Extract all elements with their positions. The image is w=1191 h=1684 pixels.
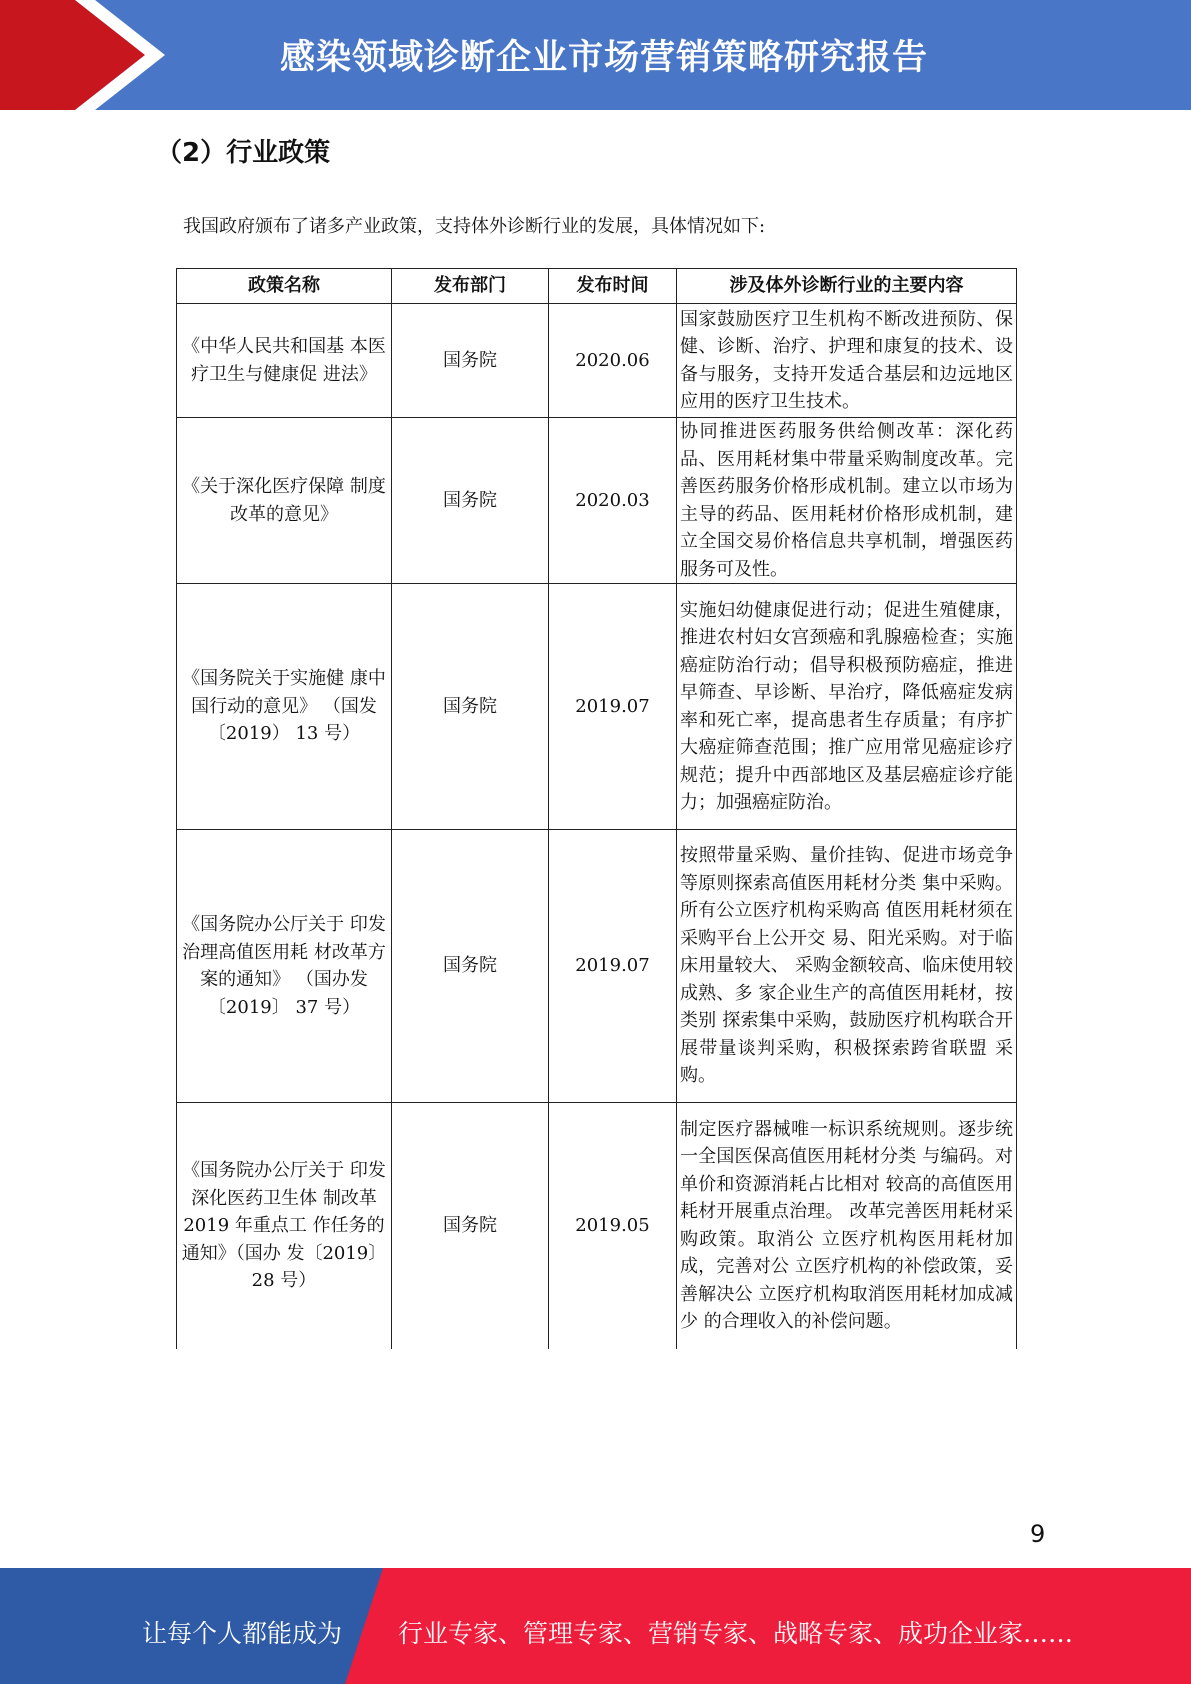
policy-date: 2020.06 bbox=[549, 304, 677, 418]
policy-date: 2019.05 bbox=[549, 1103, 677, 1349]
policy-department: 国务院 bbox=[392, 830, 549, 1103]
policy-department: 国务院 bbox=[392, 584, 549, 830]
column-header-policy-name: 政策名称 bbox=[177, 269, 392, 304]
policy-department: 国务院 bbox=[392, 418, 549, 584]
policy-name: 《国务院办公厅关于 印发治理高值医用耗 材改革方案的通知》 （国办发〔2019〕 37 号） bbox=[177, 830, 392, 1103]
policy-name: 《国务院关于实施健 康中国行动的意见》 （国发〔2019） 13 号） bbox=[177, 584, 392, 830]
policy-name: 《中华人民共和国基 本医疗卫生与健康促 进法》 bbox=[177, 304, 392, 418]
policy-content: 制定医疗器械唯一标识系统规则。逐步统一全国医保高值医用耗材分类 与编码。对单价和资源消耗占比相对 较高的高值医用耗材开展重点治理。 改革完善医用耗材采购政策。取消公 立医疗机构医用耗材加成，完善对公 立医疗机构的补偿政策，妥善解决公 立医疗机构取消医用耗材加成减少 的合理收入的补偿问题。 bbox=[677, 1103, 1017, 1349]
policy-name: 《国务院办公厅关于 印发深化医药卫生体 制改革 2019 年重点工 作任务的通知》（国办 发〔2019〕 28 号） bbox=[177, 1103, 392, 1349]
policy-department: 国务院 bbox=[392, 304, 549, 418]
table-row bbox=[177, 1103, 1017, 1349]
table-row bbox=[177, 418, 1017, 584]
policy-content: 协同推进医药服务供给侧改革：深化药品、医用耗材集中带量采购制度改革。完善医药服务价格形成机制。建立以市场为主导的药品、医用耗材价格形成机制，建立全国交易价格信息共享机制，增强医药服务可及性。 bbox=[677, 418, 1017, 584]
table-row bbox=[177, 584, 1017, 830]
policy-table bbox=[176, 268, 1017, 1349]
policy-content: 国家鼓励医疗卫生机构不断改进预防、保健、诊断、治疗、护理和康复的技术、设备与服务，支持开发适合基层和边远地区应用的医疗卫生技术。 bbox=[677, 304, 1017, 418]
column-header-date: 发布时间 bbox=[549, 269, 677, 304]
policy-name: 《关于深化医疗保障 制度改革的意见》 bbox=[177, 418, 392, 584]
section-heading: （2）行业政策 bbox=[156, 138, 331, 168]
policy-content: 实施妇幼健康促进行动；促进生殖健康，推进农村妇女宫颈癌和乳腺癌检查；实施癌症防治行动；倡导积极预防癌症，推进早筛查、早诊断、早治疗，降低癌症发病率和死亡率，提高患者生存质量；有序扩大癌症筛查范围；推广应用常见癌症诊疗规范；提升中西部地区及基层癌症诊疗能力；加强癌症防治。 bbox=[677, 584, 1017, 830]
table-row bbox=[177, 830, 1017, 1103]
column-header-department: 发布部门 bbox=[392, 269, 549, 304]
footer-slogan-right: 行业专家、管理专家、营销专家、战略专家、成功企业家…… bbox=[398, 1619, 1074, 1648]
policy-date: 2019.07 bbox=[549, 830, 677, 1103]
policy-date: 2019.07 bbox=[549, 584, 677, 830]
page-header bbox=[0, 0, 1191, 110]
policy-date: 2020.03 bbox=[549, 418, 677, 584]
footer-slogan-left: 让每个人都能成为 bbox=[142, 1619, 343, 1648]
report-title: 感染领域诊断企业市场营销策略研究报告 bbox=[280, 38, 929, 78]
table-header-row bbox=[177, 269, 1017, 304]
table-row bbox=[177, 304, 1017, 418]
policy-department: 国务院 bbox=[392, 1103, 549, 1349]
policy-content: 按照带量采购、量价挂钩、促进市场竞争等原则探索高值医用耗材分类 集中采购。所有公立医疗机构采购高 值医用耗材须在采购平台上公开交 易、阳光采购。对于临床用量较大、 采购金额较高、临床使用较成熟、多 家企业生产的高值医用耗材，按类别 探索集中采购，鼓励医疗机构联合开 展带量谈判采购，积极探索跨省联盟 采购。 bbox=[677, 830, 1017, 1103]
page-footer bbox=[0, 1568, 1191, 1684]
column-header-content: 涉及体外诊断行业的主要内容 bbox=[677, 269, 1017, 304]
page-number: 9 bbox=[1030, 1520, 1046, 1548]
intro-paragraph: 我国政府颁布了诸多产业政策，支持体外诊断行业的发展，具体情况如下: bbox=[183, 216, 766, 237]
